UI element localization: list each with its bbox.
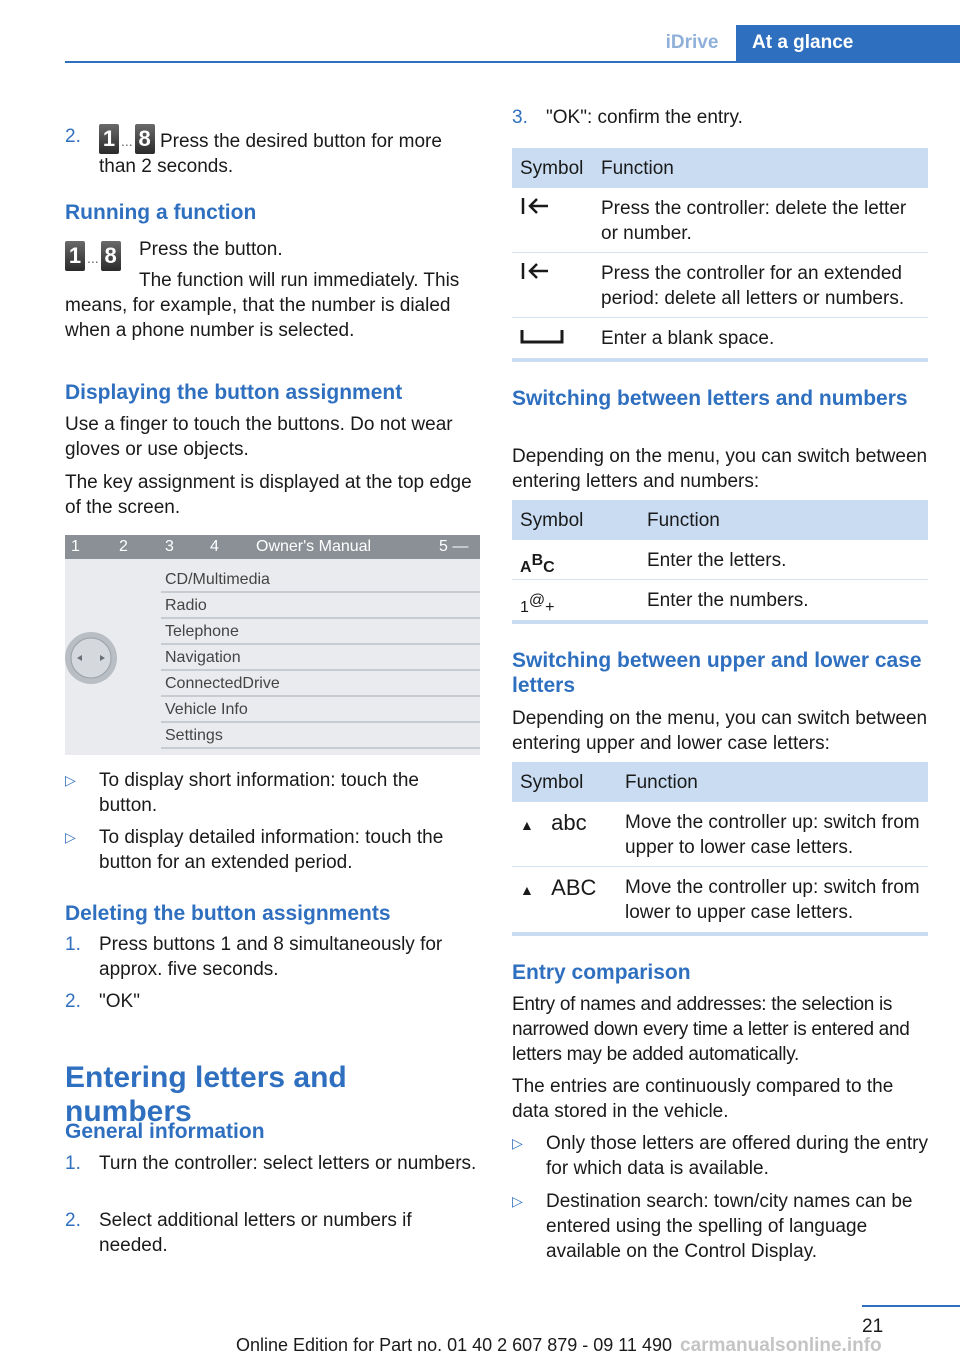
step-number: 2.	[65, 991, 81, 1012]
bullet-item	[512, 1131, 928, 1181]
table-end-rule	[512, 620, 928, 624]
switch-letters-paragraph: Depending on the menu, you can switch between entering letters and numbers:	[512, 446, 928, 492]
menu-item-radio: Radio	[161, 593, 480, 619]
general-step-1	[65, 1151, 481, 1176]
step-text: Turn the controller: select letters or numbers.	[99, 1153, 477, 1174]
step-3-confirm	[512, 105, 928, 130]
step-2-press-button	[65, 124, 481, 179]
bar-slot-4-label: Owner's Manual	[256, 538, 372, 555]
table-row	[512, 867, 928, 932]
table-header	[512, 148, 928, 188]
running-line-1: Press the button.	[139, 239, 283, 260]
page-number: 21	[862, 1316, 884, 1337]
bar-slot-2: 2	[119, 538, 128, 555]
table-header	[512, 762, 928, 802]
switch-case-paragraph: Depending on the menu, you can switch between entering upper and lower case letters:	[512, 708, 928, 754]
function-text: Move the controller up: switch from upper to lower case letters.	[625, 812, 920, 858]
heading-entry-comparison: Entry comparison	[512, 961, 691, 984]
col-function-header: Function	[601, 158, 674, 179]
numbers-mode-icon: 1@+	[520, 592, 555, 616]
step-number: 3.	[512, 107, 528, 128]
symbol-table-case	[512, 762, 928, 936]
menu-item-connecteddrive: ConnectedDrive	[161, 671, 480, 697]
running-line-2: The function will run immediately. This	[139, 270, 460, 291]
heading-switch-case: Switching between upper and lower case letters	[512, 649, 922, 697]
general-step-2	[65, 1208, 481, 1258]
screen-menu-list	[161, 567, 480, 749]
comparison-paragraph-1: Entry of names and addresses: the selection is narrowed down every time a letter is entered and letters may be added automatically.	[512, 994, 910, 1065]
watermark: carmanualsonline.info	[680, 1335, 882, 1356]
table-end-rule	[512, 932, 928, 936]
running-line-3: means, for example, that the number is dialed	[65, 295, 451, 316]
bar-slot-1: 1	[71, 538, 80, 555]
delete-left-icon	[520, 261, 552, 288]
symbol-table-letters-numbers	[512, 500, 928, 624]
step-number: 1.	[65, 934, 81, 955]
table-row	[512, 802, 928, 867]
step-number: 1.	[65, 1153, 81, 1174]
uppercase-mode-icon	[520, 875, 596, 903]
table-row	[512, 253, 928, 318]
button-assignment-bar	[65, 535, 480, 559]
function-text: Enter a blank space.	[601, 328, 775, 349]
control-display-screenshot	[65, 535, 480, 755]
delete-left-icon	[520, 196, 552, 223]
header-chapter-tab: At a glance	[736, 25, 960, 61]
table-end-rule	[512, 358, 928, 362]
menu-item-cd-multimedia: CD/Multimedia	[161, 567, 480, 593]
up-triangle-icon: ▲	[520, 882, 534, 898]
header-section-label: iDrive	[665, 32, 719, 53]
button-1-icon: 1	[99, 124, 119, 154]
bullet-triangle-icon: ▷	[65, 829, 76, 845]
bullet-item	[512, 1189, 928, 1264]
col-symbol-header: Symbol	[520, 772, 584, 793]
col-function-header: Function	[625, 772, 698, 793]
bullet-text: Only those letters are offered during the entry for which data is available.	[546, 1133, 928, 1179]
deleting-step-1	[65, 932, 481, 982]
heading-entering-letters-numbers: Entering letters and numbers	[65, 1061, 347, 1128]
step-text: "OK": confirm the entry.	[546, 107, 743, 128]
lowercase-mode-icon	[520, 810, 587, 838]
step-text: Press the desired button for more	[159, 131, 442, 152]
bullet-triangle-icon: ▷	[512, 1193, 523, 1209]
displaying-paragraph-1: Use a finger to touch the buttons. Do not wear gloves or use objects.	[65, 414, 453, 460]
button-1-icon: 1	[65, 241, 85, 271]
bullet-text: Destination search: town/city names can be entered using the spelling of language available on the Control Display.	[546, 1191, 913, 1262]
heading-general-information: General information	[65, 1120, 265, 1143]
controller-knob-icon	[65, 610, 123, 706]
deleting-step-2	[65, 989, 481, 1014]
up-triangle-icon: ▲	[520, 817, 534, 833]
function-text: Move the controller up: switch from lower to upper case letters.	[625, 877, 920, 923]
table-row	[512, 540, 928, 580]
step-text: "OK"	[99, 991, 140, 1012]
step-text-continued: than 2 seconds.	[99, 156, 234, 177]
menu-item-navigation: Navigation	[161, 645, 480, 671]
menu-item-settings: Settings	[161, 723, 480, 749]
function-text: Enter the numbers.	[647, 590, 809, 611]
heading-switch-letters-numbers: Switching between letters and numbers	[512, 387, 908, 410]
running-line-4: when a phone number is selected.	[65, 320, 355, 341]
function-text: Enter the letters.	[647, 550, 787, 571]
table-header	[512, 500, 928, 540]
ellipsis: ...	[87, 250, 99, 266]
displaying-paragraph-2: The key assignment is displayed at the top edge of the screen.	[65, 472, 472, 518]
space-icon	[520, 326, 564, 353]
step-text: Press buttons 1 and 8 simultaneously for approx. five seconds.	[99, 934, 443, 980]
col-symbol-header: Symbol	[520, 158, 584, 179]
col-function-header: Function	[647, 510, 720, 531]
step-number: 2.	[65, 126, 81, 147]
bar-slot-4: 4	[210, 538, 219, 555]
step-number: 2.	[65, 1210, 81, 1231]
function-text: Press the controller: delete the letter or number.	[601, 198, 907, 244]
button-8-icon: 8	[135, 124, 155, 154]
ellipsis: ...	[121, 133, 133, 149]
bar-slot-5: 5 —	[439, 538, 469, 555]
menu-item-vehicle-info: Vehicle Info	[161, 697, 480, 723]
bullet-item	[65, 825, 481, 875]
comparison-paragraph-2: The entries are continuously compared to the data stored in the vehicle.	[512, 1076, 894, 1122]
bullet-triangle-icon: ▷	[65, 772, 76, 788]
step-text: Select additional letters or numbers if needed.	[99, 1210, 412, 1256]
menu-item-telephone: Telephone	[161, 619, 480, 645]
bullet-triangle-icon: ▷	[512, 1135, 523, 1151]
table-row	[512, 318, 928, 358]
running-function-text	[65, 237, 481, 343]
heading-deleting-assignments: Deleting the button assignments	[65, 902, 391, 925]
bullet-text: To display detailed information: touch the button for an extended period.	[99, 827, 444, 873]
col-symbol-header: Symbol	[520, 510, 584, 531]
footer-rule	[862, 1305, 960, 1307]
footer-edition: Online Edition for Part no. 01 40 2 607 879 - 09 11 490	[236, 1335, 672, 1355]
header-rule	[65, 61, 960, 63]
heading-running-function: Running a function	[65, 201, 257, 224]
favorite-buttons-icon	[65, 241, 121, 271]
bar-slot-3: 3	[165, 538, 174, 555]
table-row	[512, 580, 928, 620]
function-text: Press the controller for an extended period: delete all letters or numbers.	[601, 263, 905, 309]
bullet-item	[65, 768, 481, 818]
symbol-text: abc	[551, 810, 587, 835]
symbol-table-delete	[512, 148, 928, 362]
bullet-text: To display short information: touch the button.	[99, 770, 420, 816]
table-row	[512, 188, 928, 253]
heading-displaying-assignment: Displaying the button assignment	[65, 381, 403, 404]
button-8-icon: 8	[101, 241, 121, 271]
letters-mode-icon: ABC	[520, 552, 555, 576]
symbol-text: ABC	[551, 875, 597, 900]
